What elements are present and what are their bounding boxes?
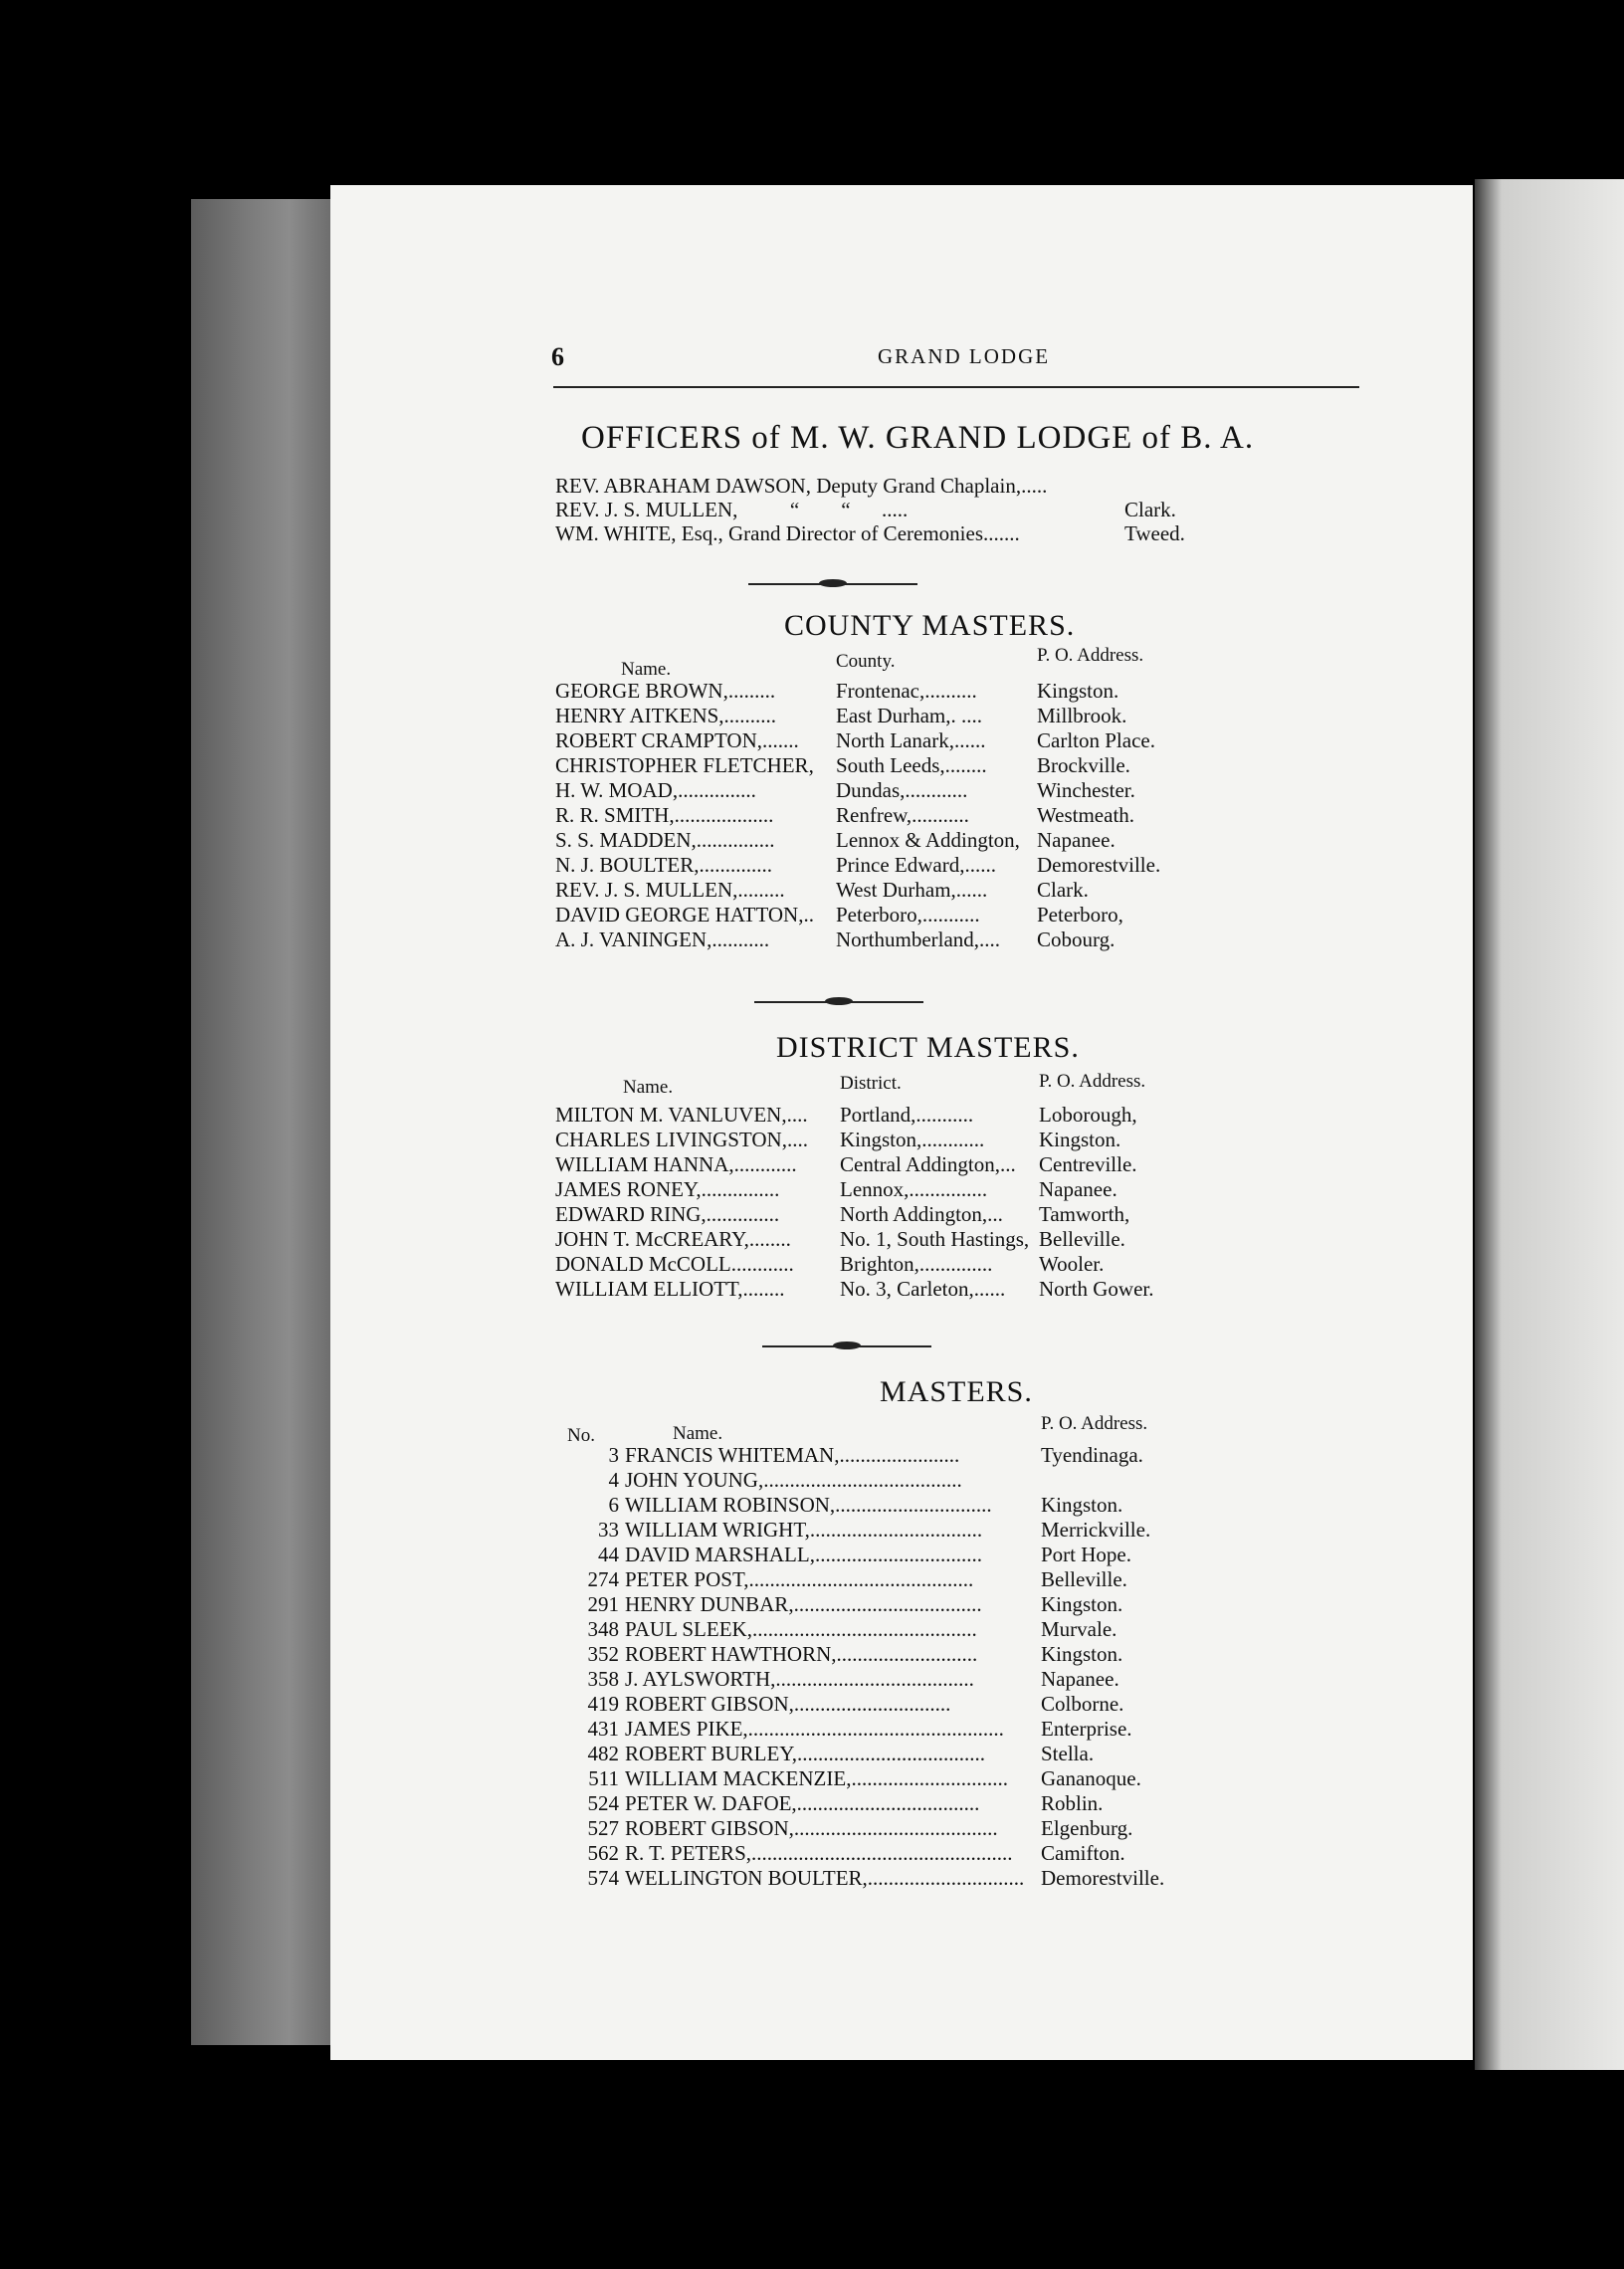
cell-address: Roblin. [1041,1791,1104,1815]
cell-name: PETER POST,........................................... [625,1567,974,1591]
cell-name: ROBERT CRAMPTON,....... [555,728,799,752]
cell-district: North Addington,... [840,1202,1003,1226]
cell-address: Kingston. [1041,1592,1123,1616]
cell-no: 419 [587,1692,619,1716]
cell-no: 44 [598,1543,619,1566]
cell-address: Belleville. [1041,1567,1127,1591]
cell-no: 511 [588,1766,619,1790]
cell-name: ROBERT GIBSON,.............................. [625,1692,951,1716]
header-name: Name. [621,659,672,680]
table-row [555,878,1371,904]
district-masters-title: DISTRICT MASTERS. [776,1031,1080,1064]
table-row [555,1177,1371,1203]
cell-address: North Gower. [1039,1277,1154,1301]
table-row [567,1692,1383,1718]
cell-address: Clark. [1037,878,1089,902]
table-row [567,1567,1383,1593]
cell-county: South Leeds,........ [836,753,987,777]
table-row [555,803,1371,829]
cell-name: JAMES PIKE,................................................. [625,1717,1004,1741]
cell-name: H. W. MOAD,............... [555,778,756,802]
table-row [555,1227,1371,1253]
table-header [555,645,1371,680]
section-ornament [748,583,917,585]
cell-name: DAVID MARSHALL,................................ [625,1543,982,1566]
cell-district: Kingston,............ [840,1128,985,1151]
cell-name: J. AYLSWORTH,...................................... [625,1667,974,1691]
cell-name: GEORGE BROWN,......... [555,679,776,703]
cell-name: REV. J. S. MULLEN,......... [555,878,785,902]
cell-name: DAVID GEORGE HATTON,.. [555,903,814,927]
cell-no: 6 [608,1493,619,1517]
cell-no: 291 [587,1592,619,1616]
officer-address: Clark. [1124,498,1176,521]
officer-row [555,474,1351,500]
header-address: P. O. Address. [1041,1413,1148,1434]
officer-row [555,521,1351,547]
cell-address: Centreville. [1039,1152,1137,1176]
cell-district: Portland,........... [840,1103,974,1127]
document-page [330,185,1473,2060]
header-no: No. [567,1425,595,1446]
table-row [567,1493,1383,1519]
table-row [567,1642,1383,1668]
cell-no: 3 [608,1443,619,1467]
cell-name: CHRISTOPHER FLETCHER, [555,753,814,777]
adjacent-page-edge [1475,179,1624,2070]
table-row [555,1252,1371,1278]
cell-name: FRANCIS WHITEMAN,....................... [625,1443,960,1467]
cell-name: DONALD McCOLL............ [555,1252,794,1276]
header-address: P. O. Address. [1037,645,1144,666]
cell-no: 348 [587,1617,619,1641]
cell-name: WILLIAM HANNA,............ [555,1152,797,1176]
officer-address: Tweed. [1124,521,1185,545]
cell-name: HENRY AITKENS,.......... [555,704,777,727]
cell-name: WILLIAM ELLIOTT,........ [555,1277,785,1301]
cell-address: Demorestville. [1037,853,1161,877]
cell-no: 358 [587,1667,619,1691]
cell-county: Renfrew,........... [836,803,969,827]
cell-county: Northumberland,.... [836,928,1001,951]
table-row [567,1816,1383,1842]
officer-row [555,498,1351,523]
cell-district: No. 1, South Hastings, [840,1227,1030,1251]
header-address: P. O. Address. [1039,1071,1146,1092]
header-name: Name. [673,1423,723,1444]
cell-name: S. S. MADDEN,............... [555,828,775,852]
cell-county: Dundas,............ [836,778,968,802]
cell-address: Elgenburg. [1041,1816,1133,1840]
table-row [567,1518,1383,1544]
cell-name: ROBERT HAWTHORN,........................... [625,1642,978,1666]
officer-text: REV. J. S. MULLEN, “ “ ..... [555,498,909,521]
cell-district: Lennox,............... [840,1177,988,1201]
cell-name: N. J. BOULTER,.............. [555,853,772,877]
cell-county: Frontenac,.......... [836,679,977,703]
table-row [555,1152,1371,1178]
cell-address: Enterprise. [1041,1717,1132,1741]
county-masters-title: COUNTY MASTERS. [784,609,1076,642]
table-row [567,1468,1383,1494]
cell-name: CHARLES LIVINGSTON,.... [555,1128,808,1151]
cell-address: Belleville. [1039,1227,1125,1251]
cell-county: North Lanark,...... [836,728,986,752]
cell-address: Merrickville. [1041,1518,1151,1542]
table-row [555,1103,1371,1129]
cell-no: 562 [587,1841,619,1865]
cell-no: 482 [587,1742,619,1765]
table-row [555,928,1371,953]
cell-district: Central Addington,... [840,1152,1016,1176]
cell-county: Peterboro,........... [836,903,980,927]
cell-name: WILLIAM MACKENZIE,.............................. [625,1766,1008,1790]
masters-title: MASTERS. [880,1375,1033,1408]
cell-address: Peterboro, [1037,903,1123,927]
cell-name: WILLIAM ROBINSON,.............................. [625,1493,992,1517]
header-name: Name. [623,1077,674,1098]
cell-county: Prince Edward,...... [836,853,996,877]
section-ornament [762,1345,931,1347]
cell-county: Lennox & Addington, [836,828,1020,852]
table-row [555,753,1371,779]
cell-address: Westmeath. [1037,803,1135,827]
page-number: 6 [551,342,564,371]
table-row [555,704,1371,729]
cell-name: HENRY DUNBAR,.................................... [625,1592,982,1616]
cell-no: 4 [608,1468,619,1492]
table-row [555,778,1371,804]
cell-name: A. J. VANINGEN,........... [555,928,770,951]
cell-no: 527 [587,1816,619,1840]
cell-address: Napanee. [1039,1177,1117,1201]
cell-county: West Durham,...... [836,878,988,902]
table-header [567,1413,1383,1446]
header-county: County. [836,651,896,672]
cell-no: 574 [587,1866,619,1890]
table-header [555,1073,1371,1099]
table-row [567,1742,1383,1767]
table-row [567,1841,1383,1867]
table-row [567,1866,1383,1892]
cell-name: JOHN T. McCREARY,........ [555,1227,791,1251]
table-row [567,1617,1383,1643]
table-row [555,1277,1371,1303]
cell-name: PAUL SLEEK,........................................... [625,1617,977,1641]
cell-address: Napanee. [1037,828,1116,852]
cell-address: Kingston. [1041,1493,1123,1517]
cell-no: 274 [587,1567,619,1591]
cell-no: 524 [587,1791,619,1815]
cell-address: Cobourg. [1037,928,1116,951]
cell-address: Brockville. [1037,753,1130,777]
table-row [567,1443,1383,1469]
cell-name: R. R. SMITH,................... [555,803,774,827]
cell-name: WILLIAM WRIGHT,................................. [625,1518,983,1542]
cell-address: Gananoque. [1041,1766,1141,1790]
cell-address: Kingston. [1039,1128,1121,1151]
cell-address: Millbrook. [1037,704,1127,727]
cell-name: EDWARD RING,.............. [555,1202,780,1226]
officer-text: REV. ABRAHAM DAWSON, Deputy Grand Chaplain,..... [555,474,1048,498]
cell-address: Wooler. [1039,1252,1105,1276]
cell-name: R. T. PETERS,.................................................. [625,1841,1013,1865]
cell-no: 431 [587,1717,619,1741]
table-row [555,903,1371,928]
table-row [567,1667,1383,1693]
table-row [555,1128,1371,1153]
table-row [555,853,1371,879]
cell-address: Tamworth, [1039,1202,1130,1226]
cell-address: Napanee. [1041,1667,1119,1691]
cell-no: 33 [598,1518,619,1542]
cell-address: Demorestville. [1041,1866,1165,1890]
section-ornament [754,1001,923,1003]
table-row [555,828,1371,854]
header-rule [553,386,1359,388]
cell-name: WELLINGTON BOULTER,.............................. [625,1866,1025,1890]
running-head: GRAND LODGE [878,344,1051,368]
header-district: District. [840,1073,902,1094]
cell-name: ROBERT GIBSON,....................................... [625,1816,998,1840]
officers-title: OFFICERS of M. W. GRAND LODGE of B. A. [581,420,1255,456]
cell-name: JAMES RONEY,............... [555,1177,780,1201]
officer-text: WM. WHITE, Esq., Grand Director of Ceremonies....... [555,521,1020,545]
cell-district: Brighton,.............. [840,1252,993,1276]
cell-district: No. 3, Carleton,...... [840,1277,1006,1301]
book-spine [191,199,330,2045]
table-row [567,1791,1383,1817]
cell-name: ROBERT BURLEY,.................................... [625,1742,985,1765]
cell-address: Camifton. [1041,1841,1125,1865]
cell-address: Port Hope. [1041,1543,1131,1566]
cell-address: Winchester. [1037,778,1135,802]
cell-address: Stella. [1041,1742,1095,1765]
cell-address: Murvale. [1041,1617,1117,1641]
cell-address: Carlton Place. [1037,728,1155,752]
table-row [555,1202,1371,1228]
cell-address: Kingston. [1041,1642,1123,1666]
cell-name: MILTON M. VANLUVEN,.... [555,1103,808,1127]
cell-no: 352 [587,1642,619,1666]
table-row [567,1717,1383,1743]
table-row [567,1592,1383,1618]
table-row [555,679,1371,705]
table-row [567,1543,1383,1568]
cell-name: JOHN YOUNG,...................................... [625,1468,962,1492]
cell-name: PETER W. DAFOE,................................... [625,1791,980,1815]
cell-county: East Durham,. .... [836,704,982,727]
cell-address: Colborne. [1041,1692,1124,1716]
cell-address: Tyendinaga. [1041,1443,1143,1467]
cell-address: Kingston. [1037,679,1119,703]
table-row [567,1766,1383,1792]
cell-address: Loborough, [1039,1103,1137,1127]
table-row [555,728,1371,754]
